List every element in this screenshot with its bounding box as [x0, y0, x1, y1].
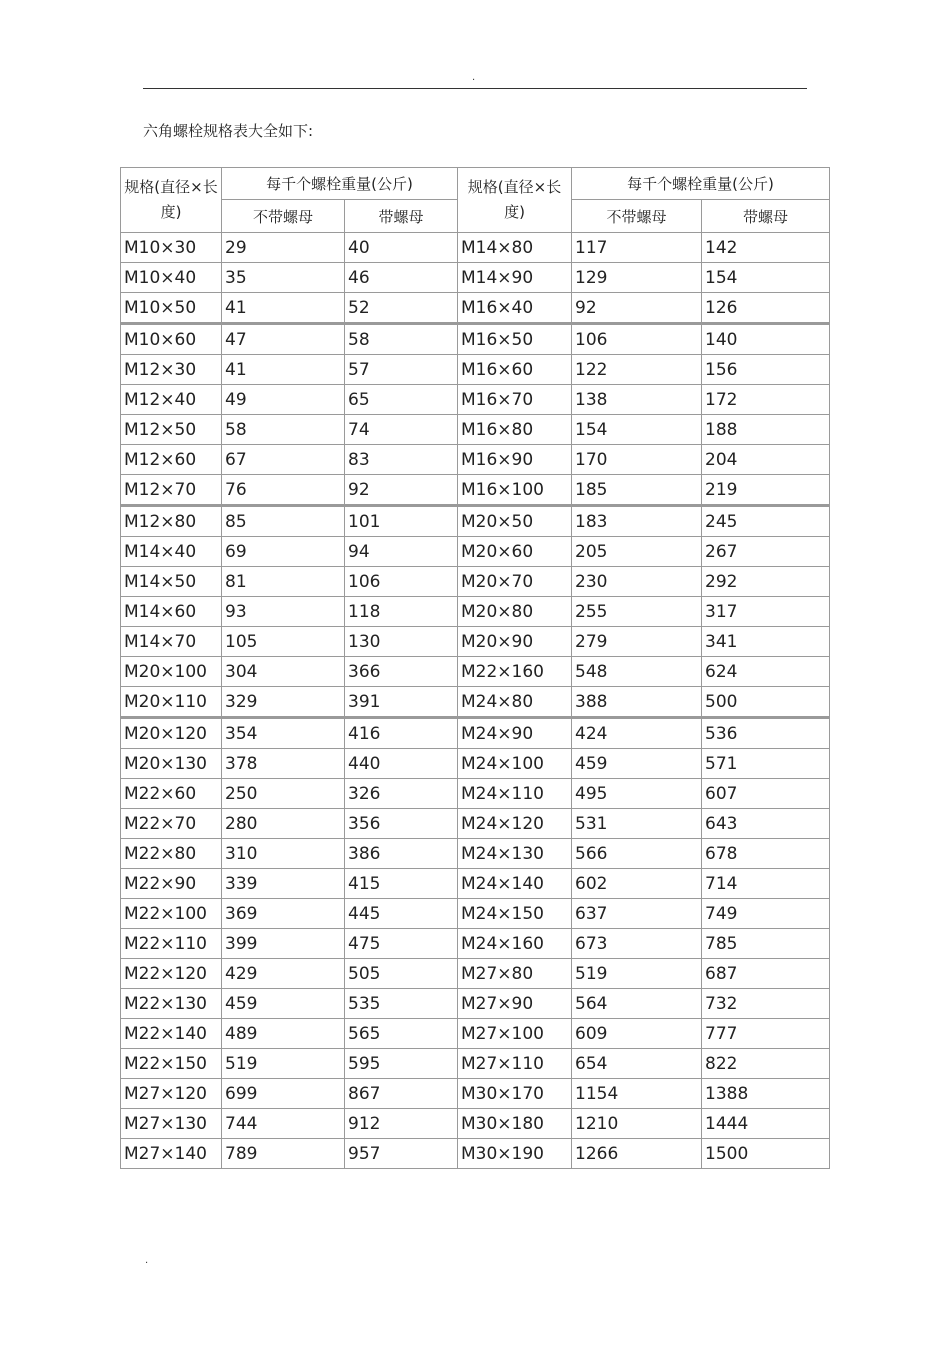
without-nut-left-cell: 35: [222, 263, 345, 293]
table-row: [121, 959, 830, 989]
spec-right-cell: M27×100: [458, 1019, 572, 1049]
with-nut-right-cell: 204: [702, 445, 830, 475]
spec-right-cell: M24×100: [458, 749, 572, 779]
weight-header-left: 每千个螺栓重量(公斤): [222, 168, 458, 200]
without-nut-left-cell: 789: [222, 1139, 345, 1169]
without-nut-left-cell: 69: [222, 537, 345, 567]
with-nut-right-cell: 1444: [702, 1109, 830, 1139]
table-row: [121, 385, 830, 415]
spec-right-cell: M22×160: [458, 657, 572, 687]
without-nut-right-cell: 129: [572, 263, 702, 293]
with-nut-left-cell: 52: [345, 293, 458, 324]
without-nut-left-cell: 47: [222, 324, 345, 355]
spec-left-cell: M10×60: [121, 324, 222, 355]
table-row: [121, 1019, 830, 1049]
table-row: [121, 627, 830, 657]
with-nut-left-cell: 83: [345, 445, 458, 475]
with-nut-left-cell: 57: [345, 355, 458, 385]
without-nut-right-cell: 205: [572, 537, 702, 567]
with-nut-left-cell: 92: [345, 475, 458, 506]
with-nut-right-cell: 607: [702, 779, 830, 809]
with-nut-right-cell: 749: [702, 899, 830, 929]
spec-left-cell: M20×130: [121, 749, 222, 779]
without-nut-left-cell: 459: [222, 989, 345, 1019]
table-row: [121, 537, 830, 567]
spec-right-cell: M27×90: [458, 989, 572, 1019]
spec-left-cell: M12×80: [121, 506, 222, 537]
without-nut-right-cell: 531: [572, 809, 702, 839]
without-nut-left-cell: 369: [222, 899, 345, 929]
with-nut-left-cell: 366: [345, 657, 458, 687]
spec-right-cell: M30×180: [458, 1109, 572, 1139]
spec-left-cell: M14×40: [121, 537, 222, 567]
without-nut-right-cell: 255: [572, 597, 702, 627]
without-nut-right-cell: 1210: [572, 1109, 702, 1139]
spec-left-cell: M14×70: [121, 627, 222, 657]
spec-right-cell: M24×80: [458, 687, 572, 718]
without-nut-right-cell: 154: [572, 415, 702, 445]
without-nut-left-cell: 105: [222, 627, 345, 657]
without-nut-right-cell: 654: [572, 1049, 702, 1079]
with-nut-left-cell: 65: [345, 385, 458, 415]
without-nut-left-cell: 41: [222, 293, 345, 324]
spec-right-cell: M16×80: [458, 415, 572, 445]
without-nut-left-cell: 339: [222, 869, 345, 899]
with-nut-right-cell: 341: [702, 627, 830, 657]
table-row: [121, 355, 830, 385]
without-nut-left-cell: 378: [222, 749, 345, 779]
with-nut-right-cell: 188: [702, 415, 830, 445]
table-row: [121, 567, 830, 597]
with-nut-right-cell: 172: [702, 385, 830, 415]
table-row: [121, 445, 830, 475]
table-row: [121, 1049, 830, 1079]
spec-right-cell: M24×150: [458, 899, 572, 929]
with-nut-right-cell: 267: [702, 537, 830, 567]
without-nut-left-cell: 76: [222, 475, 345, 506]
weight-header-right: 每千个螺栓重量(公斤): [572, 168, 830, 200]
spec-left-cell: M10×40: [121, 263, 222, 293]
table-row: [121, 475, 830, 506]
spec-left-cell: M12×60: [121, 445, 222, 475]
without-nut-right-cell: 495: [572, 779, 702, 809]
without-nut-left-cell: 49: [222, 385, 345, 415]
without-nut-left-cell: 81: [222, 567, 345, 597]
without-nut-left-cell: 280: [222, 809, 345, 839]
spec-right-cell: M16×50: [458, 324, 572, 355]
without-nut-left-cell: 489: [222, 1019, 345, 1049]
spec-left-cell: M20×110: [121, 687, 222, 718]
with-nut-right-cell: 571: [702, 749, 830, 779]
without-nut-left-cell: 310: [222, 839, 345, 869]
table-row: [121, 415, 830, 445]
spec-left-cell: M27×130: [121, 1109, 222, 1139]
with-nut-left-cell: 415: [345, 869, 458, 899]
without-nut-left-cell: 29: [222, 233, 345, 263]
without-nut-right-cell: 185: [572, 475, 702, 506]
without-nut-left-cell: 699: [222, 1079, 345, 1109]
without-nut-right-cell: 548: [572, 657, 702, 687]
without-nut-right-cell: 1154: [572, 1079, 702, 1109]
with-nut-right-cell: 1388: [702, 1079, 830, 1109]
spec-right-cell: M14×90: [458, 263, 572, 293]
spec-right-cell: M24×140: [458, 869, 572, 899]
without-nut-left-cell: 85: [222, 506, 345, 537]
spec-header-left: 规格(直径×长度): [121, 168, 222, 233]
with-nut-left-cell: 445: [345, 899, 458, 929]
without-nut-right-cell: 230: [572, 567, 702, 597]
with-nut-right-cell: 785: [702, 929, 830, 959]
with-nut-left-cell: 386: [345, 839, 458, 869]
with-nut-left-cell: 416: [345, 718, 458, 749]
without-nut-right-cell: 183: [572, 506, 702, 537]
spec-left-cell: M12×30: [121, 355, 222, 385]
with-nut-left-cell: 475: [345, 929, 458, 959]
without-nut-right-cell: 106: [572, 324, 702, 355]
with-nut-right-cell: 500: [702, 687, 830, 718]
without-nut-left-cell: 429: [222, 959, 345, 989]
table-row: [121, 506, 830, 537]
without-nut-left-cell: 67: [222, 445, 345, 475]
table-row: [121, 657, 830, 687]
without-nut-right-cell: 602: [572, 869, 702, 899]
table-row: [121, 1109, 830, 1139]
without-nut-right-cell: 388: [572, 687, 702, 718]
with-nut-right-cell: 219: [702, 475, 830, 506]
spec-right-cell: M27×110: [458, 1049, 572, 1079]
spec-left-cell: M14×60: [121, 597, 222, 627]
spec-left-cell: M22×140: [121, 1019, 222, 1049]
with-nut-left-cell: 40: [345, 233, 458, 263]
with-nut-right-cell: 142: [702, 233, 830, 263]
with-nut-left-cell: 535: [345, 989, 458, 1019]
with-nut-left-cell: 356: [345, 809, 458, 839]
without-nut-header-left: 不带螺母: [222, 200, 345, 233]
spec-left-cell: M22×80: [121, 839, 222, 869]
without-nut-right-cell: 673: [572, 929, 702, 959]
with-nut-left-cell: 912: [345, 1109, 458, 1139]
spec-right-cell: M14×80: [458, 233, 572, 263]
table-row: [121, 1139, 830, 1169]
spec-right-cell: M16×60: [458, 355, 572, 385]
spec-right-cell: M16×90: [458, 445, 572, 475]
table-row: [121, 597, 830, 627]
header-dot: .: [472, 72, 476, 83]
without-nut-right-cell: 279: [572, 627, 702, 657]
without-nut-right-cell: 138: [572, 385, 702, 415]
spec-right-cell: M20×60: [458, 537, 572, 567]
without-nut-right-cell: 519: [572, 959, 702, 989]
with-nut-right-cell: 292: [702, 567, 830, 597]
without-nut-left-cell: 250: [222, 779, 345, 809]
with-nut-right-cell: 317: [702, 597, 830, 627]
table-header: [121, 168, 830, 233]
with-nut-right-cell: 154: [702, 263, 830, 293]
with-nut-left-cell: 595: [345, 1049, 458, 1079]
with-nut-left-cell: 565: [345, 1019, 458, 1049]
table-row: [121, 233, 830, 263]
spec-left-cell: M20×120: [121, 718, 222, 749]
with-nut-left-cell: 58: [345, 324, 458, 355]
with-nut-left-cell: 130: [345, 627, 458, 657]
without-nut-right-cell: 637: [572, 899, 702, 929]
with-nut-left-cell: 118: [345, 597, 458, 627]
without-nut-left-cell: 329: [222, 687, 345, 718]
with-nut-left-cell: 74: [345, 415, 458, 445]
without-nut-left-cell: 41: [222, 355, 345, 385]
table-row: [121, 869, 830, 899]
with-nut-right-cell: 777: [702, 1019, 830, 1049]
table-row: [121, 324, 830, 355]
bolt-spec-table: [120, 167, 830, 1169]
table-row: [121, 687, 830, 718]
with-nut-right-cell: 643: [702, 809, 830, 839]
with-nut-right-cell: 624: [702, 657, 830, 687]
spec-left-cell: M20×100: [121, 657, 222, 687]
spec-right-cell: M20×80: [458, 597, 572, 627]
without-nut-right-cell: 424: [572, 718, 702, 749]
without-nut-header-right: 不带螺母: [572, 200, 702, 233]
spec-left-cell: M14×50: [121, 567, 222, 597]
spec-right-cell: M20×50: [458, 506, 572, 537]
without-nut-right-cell: 1266: [572, 1139, 702, 1169]
spec-left-cell: M27×120: [121, 1079, 222, 1109]
spec-left-cell: M22×70: [121, 809, 222, 839]
with-nut-right-cell: 687: [702, 959, 830, 989]
spec-left-cell: M22×120: [121, 959, 222, 989]
with-nut-right-cell: 245: [702, 506, 830, 537]
spec-right-cell: M16×70: [458, 385, 572, 415]
spec-right-cell: M24×160: [458, 929, 572, 959]
spec-left-cell: M10×30: [121, 233, 222, 263]
without-nut-left-cell: 399: [222, 929, 345, 959]
table-body: [121, 233, 830, 1169]
table-row: [121, 1079, 830, 1109]
without-nut-left-cell: 519: [222, 1049, 345, 1079]
without-nut-left-cell: 354: [222, 718, 345, 749]
with-nut-left-cell: 101: [345, 506, 458, 537]
without-nut-left-cell: 744: [222, 1109, 345, 1139]
without-nut-right-cell: 170: [572, 445, 702, 475]
table-row: [121, 263, 830, 293]
table-row: [121, 899, 830, 929]
with-nut-right-cell: 140: [702, 324, 830, 355]
without-nut-left-cell: 93: [222, 597, 345, 627]
table-row: [121, 779, 830, 809]
spec-right-cell: M24×110: [458, 779, 572, 809]
spec-header-right: 规格(直径×长度): [458, 168, 572, 233]
table-row: [121, 989, 830, 1019]
without-nut-right-cell: 92: [572, 293, 702, 324]
without-nut-right-cell: 459: [572, 749, 702, 779]
spec-left-cell: M10×50: [121, 293, 222, 324]
header-row-1: [121, 168, 830, 200]
with-nut-right-cell: 126: [702, 293, 830, 324]
spec-right-cell: M30×190: [458, 1139, 572, 1169]
without-nut-left-cell: 304: [222, 657, 345, 687]
with-nut-header-right: 带螺母: [702, 200, 830, 233]
table-row: [121, 293, 830, 324]
spec-left-cell: M22×150: [121, 1049, 222, 1079]
with-nut-left-cell: 46: [345, 263, 458, 293]
table-row: [121, 718, 830, 749]
without-nut-right-cell: 122: [572, 355, 702, 385]
without-nut-right-cell: 566: [572, 839, 702, 869]
spec-left-cell: M22×110: [121, 929, 222, 959]
table-row: [121, 929, 830, 959]
without-nut-left-cell: 58: [222, 415, 345, 445]
spec-right-cell: M24×90: [458, 718, 572, 749]
spec-left-cell: M22×130: [121, 989, 222, 1019]
spec-right-cell: M20×90: [458, 627, 572, 657]
with-nut-header-left: 带螺母: [345, 200, 458, 233]
with-nut-right-cell: 1500: [702, 1139, 830, 1169]
spec-left-cell: M22×100: [121, 899, 222, 929]
with-nut-left-cell: 505: [345, 959, 458, 989]
header-rule: [143, 88, 807, 89]
spec-left-cell: M12×50: [121, 415, 222, 445]
without-nut-right-cell: 564: [572, 989, 702, 1019]
with-nut-right-cell: 822: [702, 1049, 830, 1079]
spec-right-cell: M16×100: [458, 475, 572, 506]
with-nut-right-cell: 732: [702, 989, 830, 1019]
with-nut-right-cell: 714: [702, 869, 830, 899]
spec-left-cell: M27×140: [121, 1139, 222, 1169]
table-row: [121, 809, 830, 839]
with-nut-left-cell: 106: [345, 567, 458, 597]
table-row: [121, 749, 830, 779]
with-nut-left-cell: 440: [345, 749, 458, 779]
with-nut-right-cell: 536: [702, 718, 830, 749]
with-nut-left-cell: 867: [345, 1079, 458, 1109]
without-nut-right-cell: 117: [572, 233, 702, 263]
with-nut-right-cell: 156: [702, 355, 830, 385]
spec-left-cell: M22×60: [121, 779, 222, 809]
spec-right-cell: M27×80: [458, 959, 572, 989]
spec-left-cell: M12×70: [121, 475, 222, 506]
spec-right-cell: M16×40: [458, 293, 572, 324]
with-nut-left-cell: 391: [345, 687, 458, 718]
with-nut-left-cell: 94: [345, 537, 458, 567]
intro-text: 六角螺栓规格表大全如下:: [143, 122, 314, 140]
without-nut-right-cell: 609: [572, 1019, 702, 1049]
footer-dot: .: [145, 1255, 149, 1266]
with-nut-left-cell: 957: [345, 1139, 458, 1169]
spec-left-cell: M12×40: [121, 385, 222, 415]
spec-right-cell: M30×170: [458, 1079, 572, 1109]
with-nut-left-cell: 326: [345, 779, 458, 809]
spec-right-cell: M20×70: [458, 567, 572, 597]
spec-right-cell: M24×120: [458, 809, 572, 839]
spec-right-cell: M24×130: [458, 839, 572, 869]
with-nut-right-cell: 678: [702, 839, 830, 869]
spec-left-cell: M22×90: [121, 869, 222, 899]
table-row: [121, 839, 830, 869]
